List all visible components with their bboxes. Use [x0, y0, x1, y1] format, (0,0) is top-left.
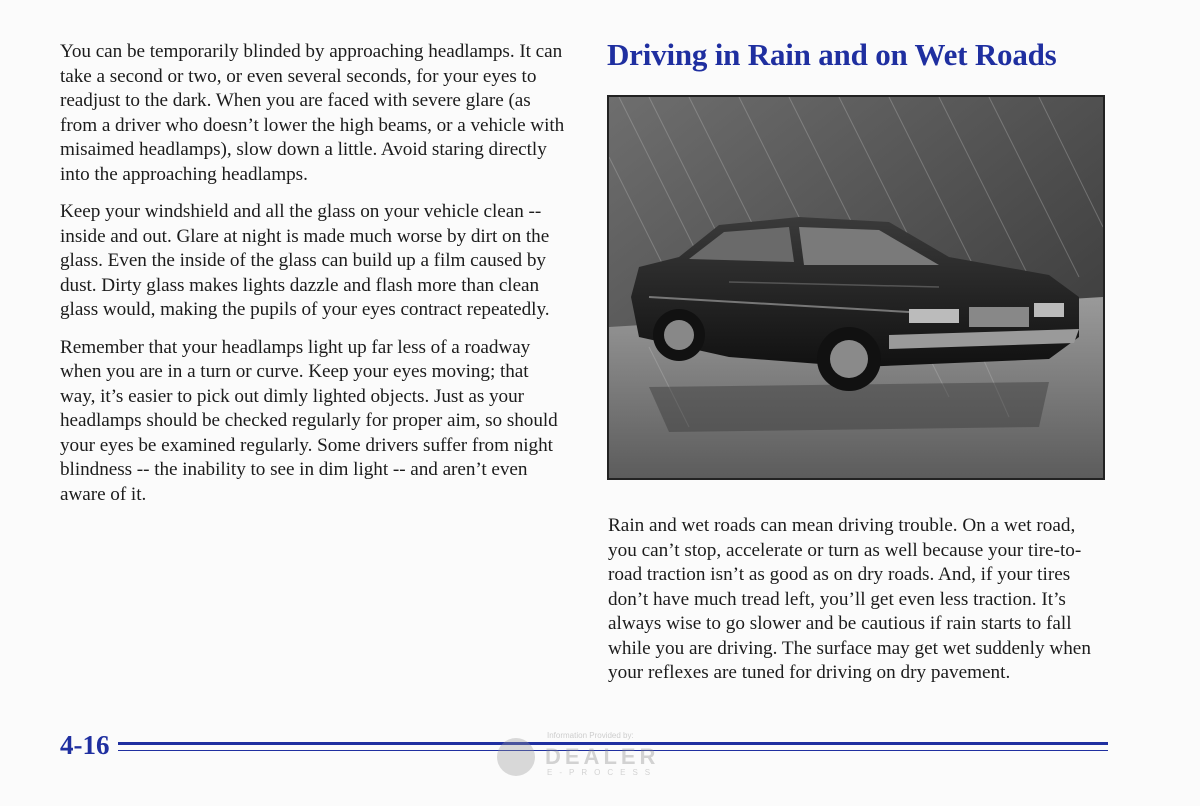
- paragraph-wet-roads: Rain and wet roads can mean driving trouble. On a wet road, you can’t stop, accelerate or turn as well because your tire-to-road traction isn’t as good as on dry roads. And, if your tires don’t have much tread left, you’ll get even less traction. It’s always wise to go slower and be cautious if rain starts to fall while you are driving. The surface may get wet suddenly when your reflexes are tuned for driving on dry pavement.: [608, 515, 1091, 683]
- dealer-watermark: [495, 730, 695, 780]
- watermark-logo-text: DEALER: [545, 744, 660, 769]
- paragraph-clean-glass: Keep your windshield and all the glass on your vehicle clean -- inside and out. Glare at night is made much worse by dirt on the glass. Even the inside of the glass can build up a film caused by dust. Dirty glass makes lights dazzle and flash more than clean glass would, making the pupils of your eyes contract repeatedly.: [60, 201, 550, 320]
- paragraph-night-blindness: Remember that your headlamps light up far less of a roadway when you are in a turn or curve. Keep your eyes moving; that way, it’s easier to pick out dimly lighted objects. Just as your headlamps should be checked regularly for proper aim, so should your eyes be examined regularly. Some drivers suffer from night blindness -- the inability to see in dim light -- and aren’t even aware of it.: [60, 336, 558, 505]
- paragraph-night-glare: You can be temporarily blinded by approaching headlamps. It can take a second or two, or even several seconds, for your eyes to readjust to the dark. When you are faced with severe glare (as from a driver who doesn’t lower the high beams, or a vehicle with misaimed headlamps), slow down a little. Avoid staring directly into the approaching headlamps.: [60, 41, 565, 185]
- dealer-logo-icon: [497, 738, 535, 776]
- watermark-subtext: E-PROCESS: [547, 768, 658, 777]
- page-number: 4-16: [60, 730, 110, 760]
- car-in-rain-illustration: [607, 95, 1105, 480]
- right-column-body: [608, 514, 1098, 686]
- watermark-caption: Information Provided by:: [547, 731, 634, 740]
- right-column-header: [607, 36, 1107, 74]
- section-heading: Driving in Rain and on Wet Roads: [607, 37, 1057, 72]
- left-column: [60, 40, 565, 520]
